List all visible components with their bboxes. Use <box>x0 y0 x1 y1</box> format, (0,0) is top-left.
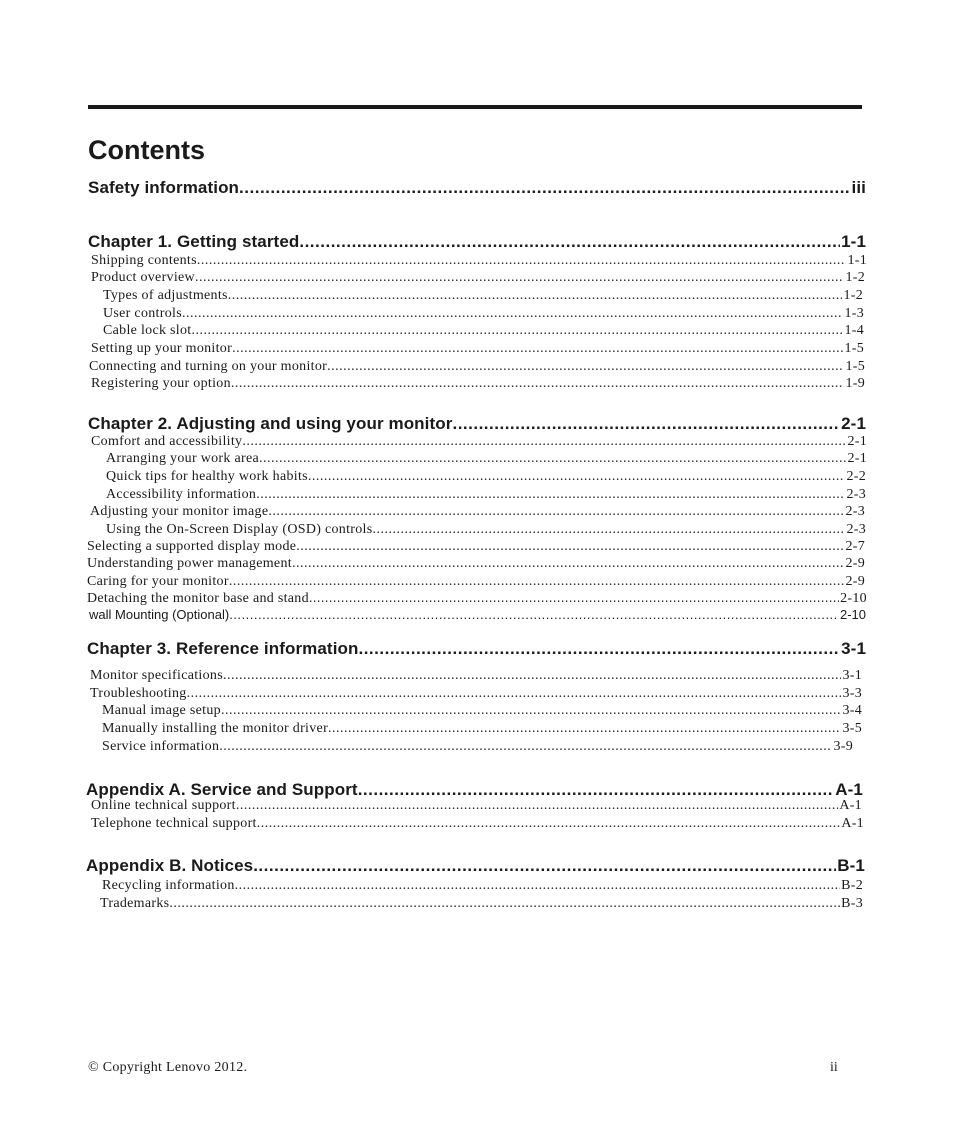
dot-leader <box>229 573 845 590</box>
toc-entry[interactable]: Comfort and accessibility ..... 2-1 <box>91 433 867 450</box>
toc-entry[interactable]: Appendix A. Service and Support ..... A-1 <box>86 780 863 800</box>
toc-entry[interactable]: Troubleshooting ..... 3-3 <box>90 685 862 702</box>
dot-leader <box>197 252 847 269</box>
toc-entry[interactable]: wall Mounting (Optional) ..... 2-10 <box>89 606 866 623</box>
dot-leader <box>256 486 845 503</box>
toc-entry[interactable]: Shipping contents ..... 1-1 <box>91 252 867 269</box>
dot-leader <box>219 738 832 755</box>
dot-leader <box>292 555 844 572</box>
dot-leader <box>232 340 843 357</box>
footer-page-number: ii <box>830 1060 838 1075</box>
toc-entry[interactable]: Product overview ..... 1-2 <box>91 269 865 286</box>
toc-entry[interactable]: Manual image setup ..... 3-4 <box>102 702 862 719</box>
footer-copyright: © Copyright Lenovo 2012. <box>88 1060 248 1075</box>
dot-leader <box>309 590 839 607</box>
toc-entry[interactable]: Chapter 2. Adjusting and using your monitor ..... 2-1 <box>88 414 866 434</box>
toc-entry[interactable]: Understanding power management ..... 2-9 <box>87 555 865 572</box>
dot-leader <box>253 856 836 876</box>
toc-entry[interactable]: Chapter 3. Reference information ..... 3-1 <box>87 639 866 659</box>
toc-entry[interactable]: Using the On-Screen Display (OSD) controls ..... 2-3 <box>106 521 866 538</box>
toc-entry[interactable]: Online technical support ..... A-1 <box>91 797 862 814</box>
dot-leader <box>182 305 843 322</box>
dot-leader <box>257 815 841 832</box>
toc-entry[interactable]: Selecting a supported display mode ..... 2-7 <box>87 538 865 555</box>
dot-leader <box>299 232 840 252</box>
toc-entry[interactable]: Appendix B. Notices ..... B-1 <box>86 856 865 876</box>
toc-entry[interactable]: Types of adjustments ..... 1-2 <box>103 287 863 304</box>
dot-leader <box>229 606 839 623</box>
page-title: Contents <box>88 135 205 165</box>
toc-entry[interactable]: User controls ..... 1-3 <box>103 305 864 322</box>
dot-leader <box>187 685 842 702</box>
dot-leader <box>308 468 846 485</box>
dot-leader <box>296 538 844 555</box>
dot-leader <box>327 358 844 375</box>
toc-entry[interactable]: Quick tips for healthy work habits ..... 2-2 <box>106 468 866 485</box>
toc-entry[interactable]: Detaching the monitor base and stand ..... 2-10 <box>87 590 867 607</box>
dot-leader <box>328 720 841 737</box>
toc-entry[interactable]: Safety information ..... iii <box>88 178 866 198</box>
dot-leader <box>192 322 844 339</box>
toc-entry[interactable]: Registering your option ..... 1-9 <box>91 375 865 392</box>
dot-leader <box>236 797 838 814</box>
dot-leader <box>221 702 842 719</box>
dot-leader <box>259 450 846 467</box>
toc-entry[interactable]: Setting up your monitor ..... 1-5 <box>91 340 864 357</box>
dot-leader <box>223 667 841 684</box>
toc-entry[interactable]: Trademarks ..... B-3 <box>100 895 863 912</box>
toc-entry[interactable]: Recycling information ..... B-2 <box>102 877 863 894</box>
dot-leader <box>195 269 844 286</box>
toc-entry[interactable]: Arranging your work area ..... 2-1 <box>106 450 867 467</box>
toc-entry[interactable]: Accessibility information ..... 2-3 <box>106 486 866 503</box>
dot-leader <box>452 414 840 434</box>
dot-leader <box>373 521 846 538</box>
toc-entry[interactable]: Telephone technical support ..... A-1 <box>91 815 864 832</box>
dot-leader <box>268 503 844 520</box>
dot-leader <box>231 375 845 392</box>
toc-entry[interactable]: Connecting and turning on your monitor ..... 1-5 <box>89 358 865 375</box>
toc-entry[interactable]: Adjusting your monitor image ..... 2-3 <box>90 503 865 520</box>
toc-entry[interactable]: Monitor specifications ..... 3-1 <box>90 667 862 684</box>
toc-entry[interactable]: Chapter 1. Getting started ..... 1-1 <box>88 232 866 252</box>
dot-leader <box>235 877 840 894</box>
dot-leader <box>242 433 846 450</box>
toc-entry[interactable]: Cable lock slot ..... 1-4 <box>103 322 864 339</box>
toc-entry[interactable]: Service information ..... 3-9 <box>102 738 853 755</box>
toc-entry[interactable]: Manually installing the monitor driver ..... 3-5 <box>102 720 862 737</box>
dot-leader <box>228 287 843 304</box>
dot-leader <box>239 178 850 198</box>
dot-leader <box>358 639 840 659</box>
toc-entry[interactable]: Caring for your monitor ..... 2-9 <box>87 573 865 590</box>
dot-leader <box>169 895 840 912</box>
